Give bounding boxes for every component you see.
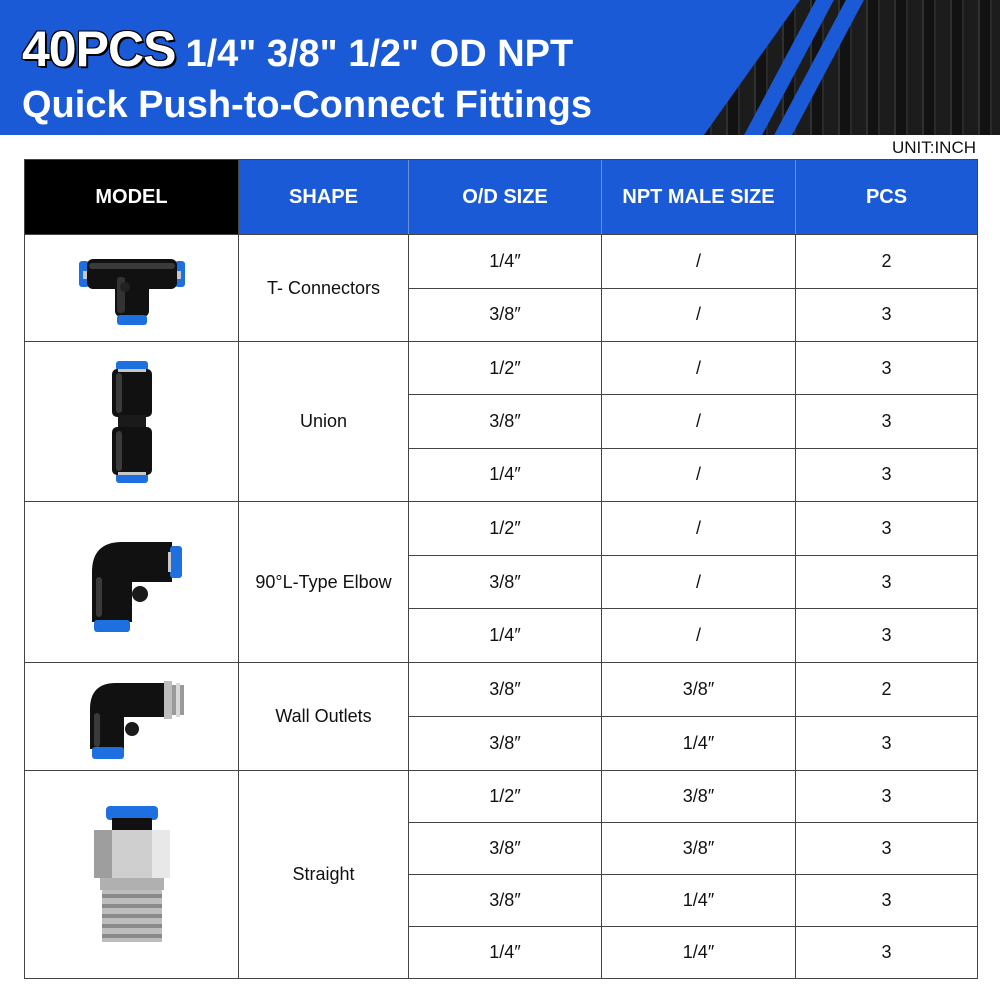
pcs-cell: 3 (881, 733, 892, 753)
pcs-cell: 3 (881, 838, 892, 858)
unit-label: UNIT:INCH (891, 138, 976, 157)
union-connector-icon (25, 342, 239, 501)
od-size-cell: 1/2″ (409, 771, 602, 822)
header-pcs: PCS (796, 160, 977, 234)
table-row (409, 394, 977, 447)
npt-size-cell: 3/8″ (602, 663, 796, 716)
sizes-title: 1/4" 3/8" 1/2" OD NPT (185, 33, 574, 75)
pcs-cell: 3 (881, 357, 892, 378)
od-size-cell: 3/8″ (409, 556, 602, 609)
table-row (409, 342, 977, 394)
shape-union: Union (239, 342, 409, 501)
npt-size-cell: / (602, 289, 796, 342)
npt-size-cell: / (602, 556, 796, 609)
pcs-cell: 3 (881, 304, 892, 325)
table-group-wall-outlets (25, 662, 977, 770)
table-row (409, 771, 977, 822)
table-row (409, 822, 977, 874)
table-header-row (25, 160, 977, 234)
od-size-cell: 1/4″ (409, 449, 602, 501)
npt-size-cell: / (602, 609, 796, 662)
npt-size-cell: 1/4″ (602, 875, 796, 926)
shape-wall-outlets: Wall Outlets (239, 663, 409, 770)
od-size-cell: 3/8″ (409, 663, 602, 716)
fittings-table (24, 159, 978, 979)
od-size-cell: 3/8″ (409, 823, 602, 874)
table-row (409, 235, 977, 288)
table-group-t-connectors (25, 234, 977, 341)
group-rows (409, 771, 977, 978)
od-size-cell: 1/2″ (409, 502, 602, 555)
npt-size-cell: 1/4″ (602, 717, 796, 770)
npt-size-cell: / (602, 502, 796, 555)
npt-size-cell: 3/8″ (602, 823, 796, 874)
straight-connector-icon (25, 771, 239, 978)
banner-title-line2: Quick Push-to-Connect Fittings (22, 84, 592, 126)
table-row (409, 716, 977, 770)
od-size-cell: 3/8″ (409, 395, 602, 447)
table-row (409, 502, 977, 555)
pcs-cell: 3 (881, 517, 892, 538)
table-row (409, 288, 977, 342)
pcs-cell: 3 (881, 625, 892, 646)
npt-size-cell: / (602, 235, 796, 288)
banner-title-line1 (22, 20, 573, 78)
od-size-cell: 1/2″ (409, 342, 602, 394)
table-row (409, 555, 977, 609)
wall-outlet-connector-icon (25, 663, 239, 770)
table-row (409, 448, 977, 501)
npt-size-cell: / (602, 342, 796, 394)
elbow-connector-icon (25, 502, 239, 662)
header-npt-male-size: NPT MALE SIZE (602, 160, 796, 234)
od-size-cell: 1/4″ (409, 235, 602, 288)
header-model: MODEL (25, 160, 239, 234)
shape-elbow: 90°L-Type Elbow (239, 502, 409, 662)
header-shape: SHAPE (239, 160, 409, 234)
pcs-cell: 3 (881, 786, 892, 806)
pcs-cell: 3 (881, 890, 892, 910)
table-group-straight (25, 770, 977, 978)
pcs-cell: 3 (881, 942, 892, 962)
od-size-cell: 3/8″ (409, 875, 602, 926)
od-size-cell: 1/4″ (409, 609, 602, 662)
shape-t-connectors: T- Connectors (239, 235, 409, 341)
table-group-elbow (25, 501, 977, 662)
pcs-cell: 3 (881, 464, 892, 485)
npt-size-cell: 3/8″ (602, 771, 796, 822)
od-size-cell: 3/8″ (409, 289, 602, 342)
table-row (409, 663, 977, 716)
npt-size-cell: / (602, 395, 796, 447)
pcs-cell: 3 (881, 571, 892, 592)
group-rows (409, 235, 977, 341)
od-size-cell: 1/4″ (409, 927, 602, 978)
table-row (409, 874, 977, 926)
header-od-size: O/D SIZE (409, 160, 602, 234)
tee-connector-icon (25, 235, 239, 341)
table-group-union (25, 341, 977, 501)
od-size-cell: 3/8″ (409, 717, 602, 770)
npt-size-cell: / (602, 449, 796, 501)
title-banner (0, 0, 1000, 135)
group-rows (409, 663, 977, 770)
group-rows (409, 502, 977, 662)
pcs-cell: 3 (881, 410, 892, 431)
pieces-count-title: 40PCS (22, 21, 176, 77)
pcs-cell: 2 (881, 679, 892, 699)
shape-straight: Straight (239, 771, 409, 978)
group-rows (409, 342, 977, 501)
pcs-cell: 2 (881, 250, 892, 271)
table-row (409, 926, 977, 978)
table-row (409, 608, 977, 662)
npt-size-cell: 1/4″ (602, 927, 796, 978)
